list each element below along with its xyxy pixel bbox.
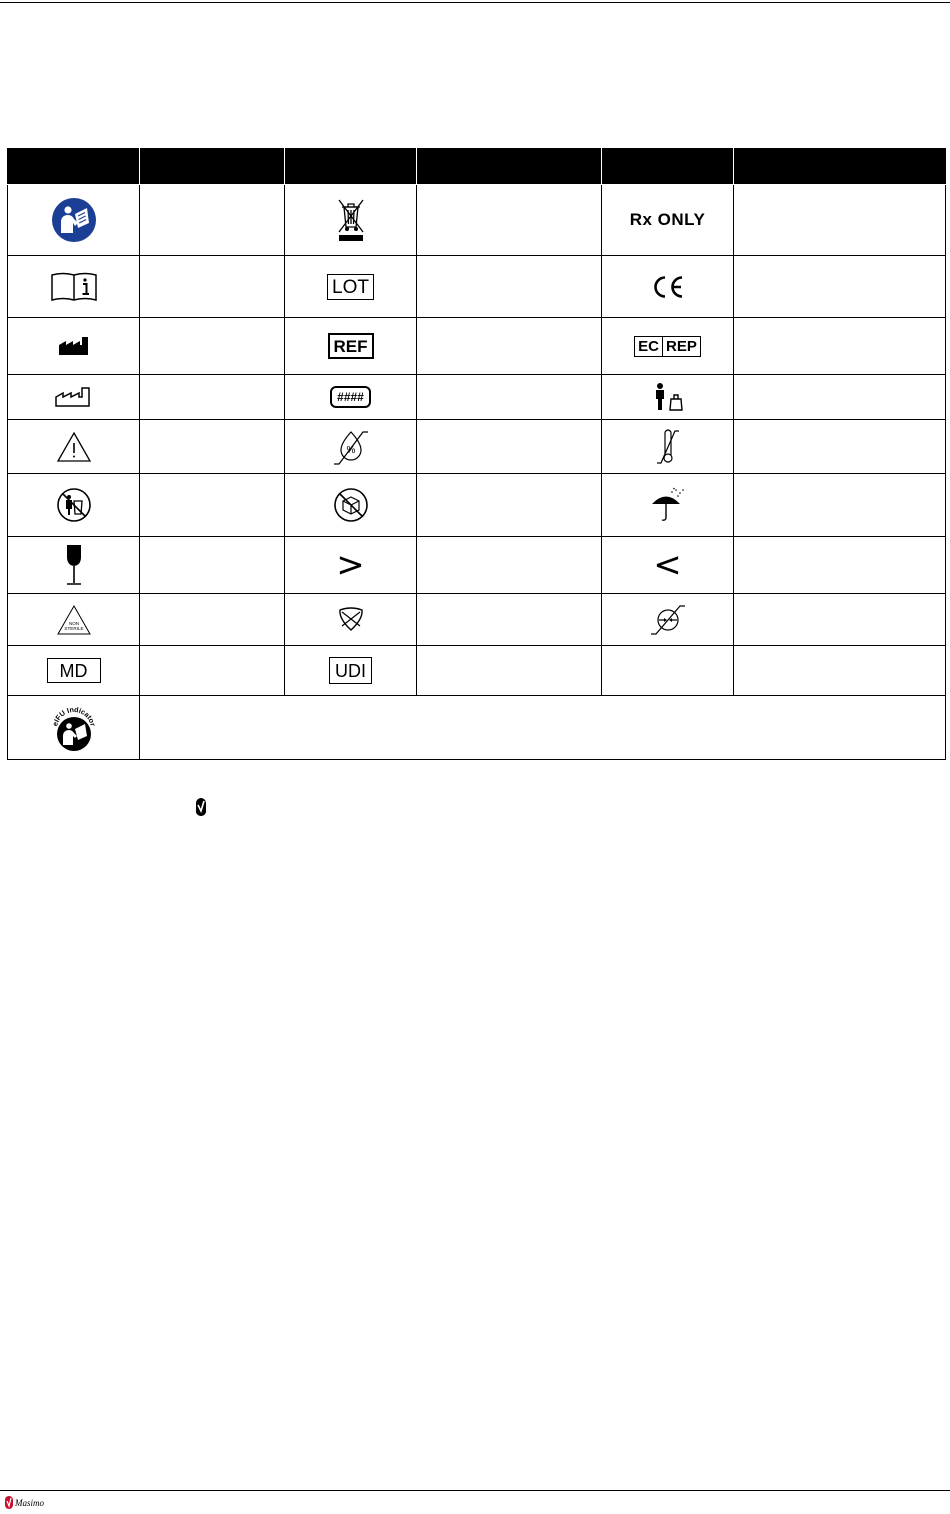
symbol-cell [8,474,140,537]
masimo-logo [4,1494,44,1510]
ec-label: EC [635,337,663,356]
no-trash-disposal-icon [56,487,92,523]
manufacturer-icon [57,336,91,356]
symbol-cell [8,256,140,318]
non-label: NON [68,620,79,626]
symbol-cell [8,185,140,256]
symbol-cell [285,537,417,594]
table-row [8,375,946,420]
date-of-manufacture-icon [54,386,94,408]
description-cell [417,318,602,375]
description-cell [417,256,602,318]
description-cell [417,594,602,646]
table-row [8,474,946,537]
table-row [8,594,946,646]
latex-free-icon [337,607,365,633]
symbol-cell [602,537,734,594]
description-cell [417,185,602,256]
rx-only-icon: Rx ONLY [629,209,706,229]
symbol-cell [602,474,734,537]
symbols-table [7,148,946,760]
description-cell [140,375,285,420]
symbol-cell [602,375,734,420]
symbol-cell [285,420,417,474]
do-not-use-if-damaged-icon [333,487,369,523]
description-cell [140,185,285,256]
description-cell [417,420,602,474]
description-cell [140,256,285,318]
symbol-cell [8,537,140,594]
symbol-cell [602,256,734,318]
eifu-indicator-icon [51,703,97,753]
symbol-cell [285,185,417,256]
pulse-logo-icon [195,797,207,817]
table-row [8,318,946,375]
brand-name: Masimo [15,1498,44,1508]
eifu-arc-label: eIFU Indicator [50,704,97,727]
weee-disposal-icon [335,195,367,245]
temperature-limitation-icon [653,427,683,467]
top-rule [0,2,950,3]
description-cell [140,696,946,760]
description-cell [140,537,285,594]
description-cell [734,420,946,474]
udi-icon: UDI [329,657,372,684]
description-cell [140,594,285,646]
description-cell [734,375,946,420]
non-sterile-icon [56,604,92,636]
ce-mark-icon [651,275,685,299]
less-than-icon: < [653,545,682,585]
table-row [8,256,946,318]
symbol-cell [285,474,417,537]
greater-than-icon: > [336,545,365,585]
symbol-cell [8,594,140,646]
description-cell [140,646,285,696]
description-cell [734,318,946,375]
header-cell [734,149,946,185]
symbol-cell [602,646,734,696]
description-cell [417,537,602,594]
symbol-cell [285,594,417,646]
symbol-cell [8,646,140,696]
description-cell [140,318,285,375]
header-cell [140,149,285,185]
symbol-cell [285,646,417,696]
description-cell [140,420,285,474]
table-row [8,537,946,594]
caution-icon [56,431,92,463]
symbol-cell [8,375,140,420]
header-cell [417,149,602,185]
table-row [8,185,946,256]
symbol-cell [602,420,734,474]
description-cell [417,646,602,696]
table-row [8,420,946,474]
fragile-icon [62,543,86,587]
header-cell [8,149,140,185]
symbol-cell [8,696,140,760]
header-cell [602,149,734,185]
description-cell [417,375,602,420]
ec-rep-icon [634,336,701,357]
header-cell [285,149,417,185]
description-cell [734,537,946,594]
humidity-limitation-icon [329,426,373,468]
description-cell [734,185,946,256]
percent-sign: % [346,444,355,456]
description-cell [734,646,946,696]
symbol-cell [602,318,734,375]
symbol-cell [285,375,417,420]
consult-instructions-icon [49,271,99,303]
table-row [8,646,946,696]
description-cell [734,256,946,318]
footer-rule [0,1490,950,1491]
keep-dry-icon [648,487,688,523]
symbol-cell [8,420,140,474]
sterile-label: STERILE [63,625,84,631]
description-cell [140,474,285,537]
atmospheric-pressure-limitation-icon [648,602,688,638]
symbol-cell [602,185,734,256]
table-header-row [8,149,946,185]
description-cell [734,474,946,537]
symbol-cell [285,256,417,318]
symbol-cell [602,594,734,646]
catalog-number-icon: REF [328,333,374,359]
lot-code-icon: LOT [327,274,374,300]
follow-instructions-icon [51,197,97,243]
body-weight-icon [648,382,688,412]
symbol-cell [8,318,140,375]
table-row [8,696,946,760]
medical-device-icon: MD [47,658,101,683]
rep-label: REP [666,337,697,355]
description-cell [734,594,946,646]
symbol-cell [285,318,417,375]
description-cell [417,474,602,537]
serial-number-icon: #### [330,386,371,408]
